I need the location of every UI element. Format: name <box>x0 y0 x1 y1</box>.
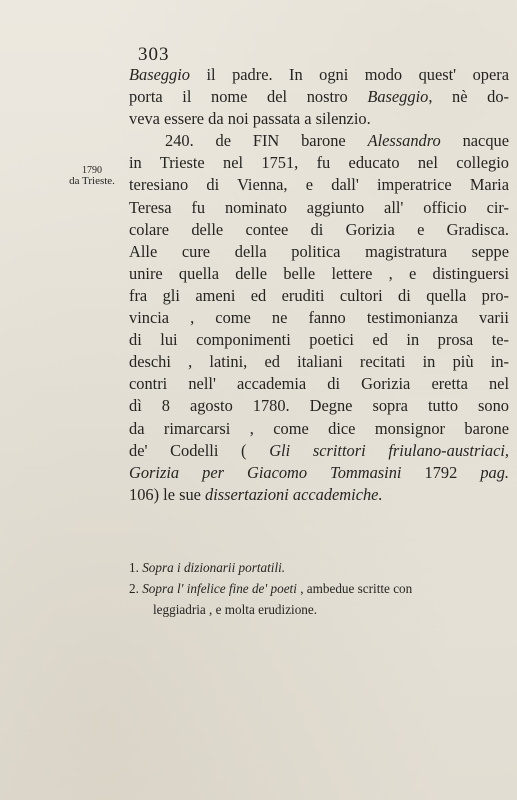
text-line <box>129 395 509 417</box>
text-line <box>129 241 509 263</box>
text-segment: Baseggio <box>367 87 429 107</box>
text-segment: Gorizia per Giacomo Tommasini <box>129 462 402 482</box>
text-segment: contri nell' accademia di Gorizia eretta nel <box>129 374 509 394</box>
text-segment: leggiadria , e molta erudizione. <box>153 602 318 617</box>
text-line <box>129 351 509 373</box>
text-segment: 240. de FIN barone <box>165 131 368 151</box>
text-segment: il padre. In ogni modo quest' opera <box>190 65 509 84</box>
text-segment: , nè do- <box>428 87 509 107</box>
text-segment: porta il nome del nostro <box>129 87 368 107</box>
text-segment: dissertazioni accademiche. <box>205 484 383 504</box>
text-segment: 1792 <box>401 462 481 482</box>
text-line <box>129 197 509 219</box>
text-segment: Alessandro <box>367 131 441 151</box>
text-line <box>129 373 509 395</box>
text-segment: Teresa fu nominato aggiunto all' officio cir- <box>129 197 509 217</box>
text-segment: unire quella delle belle lettere , e distinguersi <box>129 263 509 283</box>
text-line <box>129 307 509 329</box>
text-segment: colare delle contee di Gorizia e Gradisca. <box>129 219 509 239</box>
footnote-line <box>129 578 509 599</box>
text-segment: 1. <box>129 560 143 575</box>
text-line <box>129 152 509 174</box>
margin-note-year: 1790 <box>82 165 102 176</box>
text-line <box>129 440 509 462</box>
text-line <box>129 418 509 440</box>
text-line <box>129 462 509 484</box>
text-segment: vincia , come ne fanno testimonianza varii <box>129 308 509 328</box>
text-line <box>129 285 509 307</box>
footnote-line <box>129 599 509 620</box>
text-line <box>129 219 509 241</box>
margin-note-place: da Trieste. <box>69 175 115 187</box>
text-segment: pag. <box>480 462 509 482</box>
page-number: 303 <box>138 44 170 65</box>
text-segment: , ambedue scritte con <box>296 581 413 596</box>
text-segment: nacque <box>440 131 509 151</box>
margin-note <box>60 165 124 187</box>
text-segment: di lui componimenti poetici ed in prosa te- <box>129 330 509 350</box>
text-segment: deschi , latini, ed italiani recitati in più in- <box>129 352 509 372</box>
text-line <box>129 174 509 196</box>
text-line <box>129 484 509 506</box>
text-line <box>129 130 509 152</box>
footnote-line <box>129 557 509 578</box>
text-line <box>129 86 509 108</box>
body-text <box>129 64 509 506</box>
text-segment: 2. <box>129 581 143 596</box>
text-segment: teresiano di Vienna, e dall' imperatrice Maria <box>129 175 509 195</box>
text-segment: Baseggio <box>129 65 191 84</box>
text-segment: in Trieste nel 1751, fu educato nel collegio <box>129 153 509 173</box>
text-segment: Sopra l' infelice fine de' poeti <box>142 581 297 596</box>
footnotes <box>129 557 509 620</box>
text-line <box>129 108 509 130</box>
text-line <box>129 329 509 351</box>
text-line <box>129 64 509 86</box>
text-line <box>129 263 509 285</box>
text-segment: Gli scrittori friulano-austriaci, <box>269 440 509 460</box>
text-segment: fra gli ameni ed eruditi cultori di quella pro- <box>129 285 509 305</box>
text-segment: de' Codelli ( <box>129 440 270 460</box>
text-segment: veva essere da noi passata a silenzio. <box>129 109 371 129</box>
text-segment: dì 8 agosto 1780. Degne sopra tutto sono <box>129 396 509 416</box>
text-segment: 106) le sue <box>129 484 206 504</box>
text-segment: Alle cure della politica magistratura seppe <box>129 241 509 261</box>
text-segment: Sopra i dizionarii portatili. <box>142 560 286 575</box>
text-segment: da rimarcarsi , come dice monsignor barone <box>129 418 509 438</box>
